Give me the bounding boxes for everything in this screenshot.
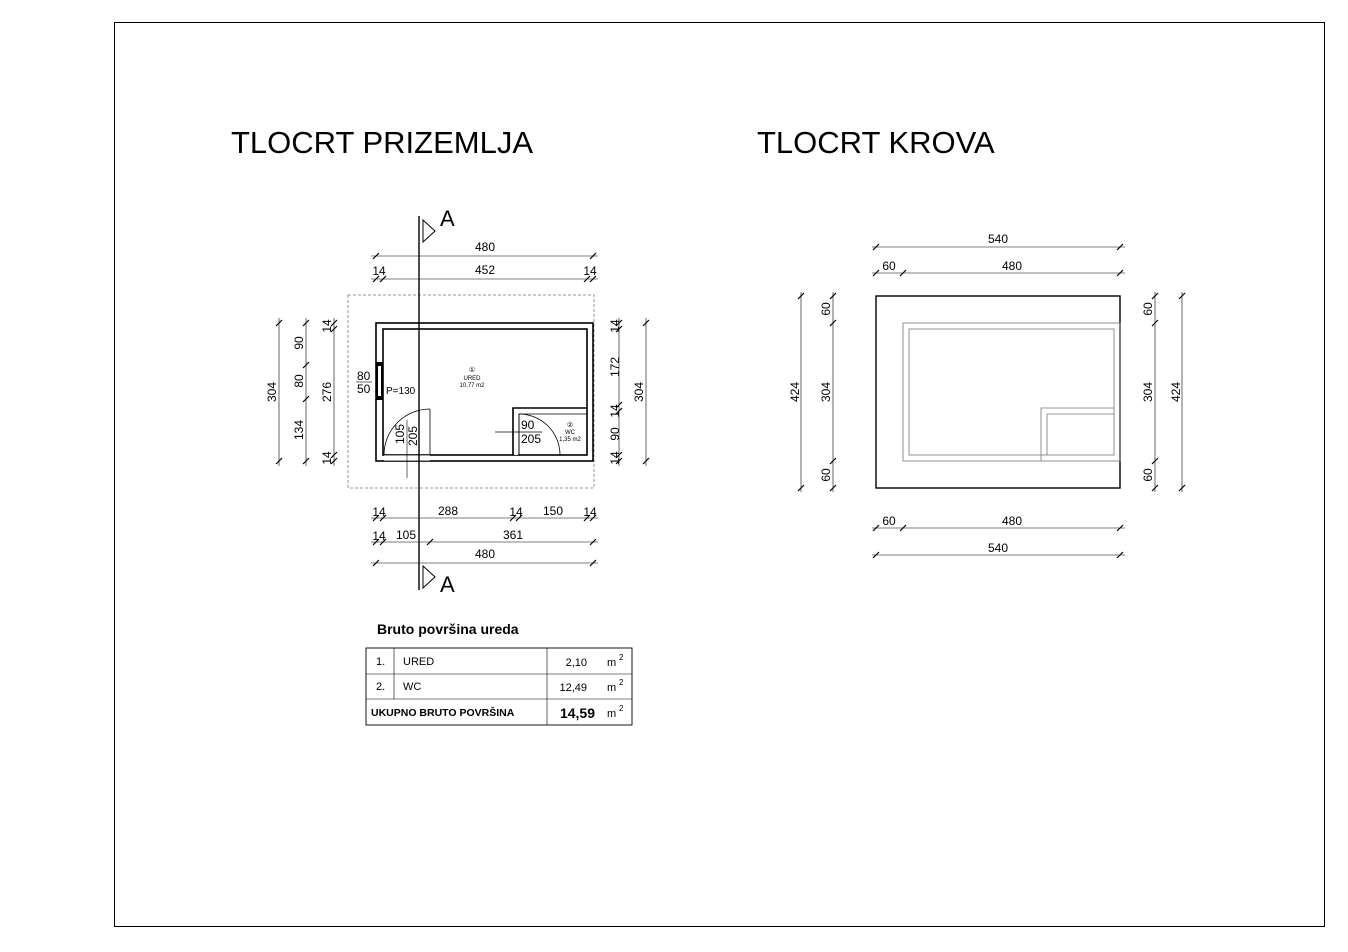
row1-unit-exp: 2 xyxy=(619,653,624,662)
roof-dim-top-inner: 480 xyxy=(1001,259,1023,273)
roof-dim-left-mid: 304 xyxy=(819,381,833,403)
wc-door-height: 205 xyxy=(521,432,542,446)
roof-plan xyxy=(788,232,1185,558)
dim-left-b: 80 xyxy=(292,374,306,388)
total-unit-exp: 2 xyxy=(619,704,624,713)
dim-b1-wall2: 14 xyxy=(509,505,523,519)
room1-name: URED xyxy=(463,376,481,382)
area-table xyxy=(366,621,632,725)
room2-name: WC xyxy=(565,430,575,436)
window-glass xyxy=(378,366,381,396)
roof-dim-left-bottom: 60 xyxy=(819,468,833,482)
dim-b2-b: 361 xyxy=(502,528,524,542)
dim-b1-a: 288 xyxy=(437,504,459,518)
dim-top-wall-left: 14 xyxy=(372,264,386,278)
dim-left-overall: 304 xyxy=(265,381,279,403)
ground-floor-plan xyxy=(265,206,649,597)
dim-right-wall1: 14 xyxy=(608,319,622,333)
dim-b2-wall1: 14 xyxy=(372,529,386,543)
row1-unit: m xyxy=(607,657,617,669)
room2-number: ② xyxy=(566,422,574,429)
window-sill: P=130 xyxy=(386,386,416,397)
roof-plan-title: TLOCRT KROVA xyxy=(757,125,995,160)
row2-value: 12,49 xyxy=(559,682,587,694)
dim-b1-wall3: 14 xyxy=(583,505,597,519)
room2-area: 1,35 m2 xyxy=(559,437,581,443)
dim-top-overall: 480 xyxy=(474,240,496,254)
row2-unit: m xyxy=(607,682,617,694)
dim-left-c: 134 xyxy=(292,419,306,441)
dim-b2-a: 105 xyxy=(395,528,417,542)
roof-wall-inner xyxy=(909,329,1114,455)
section-label-top: A xyxy=(440,206,455,231)
dim-right-overall: 304 xyxy=(632,381,646,403)
roof-dim-left-top: 60 xyxy=(819,302,833,316)
roof-dim-top-overhang: 60 xyxy=(882,259,896,273)
section-label-bottom: A xyxy=(440,572,455,597)
dim-b3-overall: 480 xyxy=(474,547,496,561)
roof-dim-bottom-overhang: 60 xyxy=(882,514,896,528)
roof-dim-bottom-overall: 540 xyxy=(987,541,1009,555)
area-table-title: Bruto površina ureda xyxy=(377,621,519,637)
roof-dim-right-mid: 304 xyxy=(1141,381,1155,403)
dim-top-wall-right: 14 xyxy=(583,264,597,278)
dim-right-a: 172 xyxy=(608,356,622,378)
dim-right-b: 90 xyxy=(608,427,622,441)
entry-door-width: 105 xyxy=(393,423,407,444)
section-arrow-bottom xyxy=(423,566,435,588)
total-value: 14,59 xyxy=(559,705,595,721)
dim-left-wall2: 14 xyxy=(320,451,334,465)
roof-wall-outer xyxy=(903,323,1120,461)
row2-name: WC xyxy=(403,681,422,693)
window-height: 50 xyxy=(357,382,371,396)
dim-left-inner: 276 xyxy=(320,381,334,403)
total-label: UKUPNO BRUTO POVRŠINA xyxy=(371,707,515,719)
roof-dim-left-overall: 424 xyxy=(788,381,802,403)
wc-door-width: 90 xyxy=(521,418,535,432)
dim-b1-wall1: 14 xyxy=(372,505,386,519)
roof-dim-right-top: 60 xyxy=(1141,302,1155,316)
ground-plan-title: TLOCRT PRIZEMLJA xyxy=(231,125,534,160)
window-width: 80 xyxy=(357,369,371,383)
roof-dim-right-overall: 424 xyxy=(1169,381,1183,403)
dim-left-wall1: 14 xyxy=(320,319,334,333)
entry-door-height: 205 xyxy=(406,425,420,446)
row1-name: URED xyxy=(403,656,435,668)
section-arrow-top xyxy=(423,220,435,242)
room1-number: ① xyxy=(468,367,476,374)
dim-top-inner: 452 xyxy=(474,263,496,277)
dim-b1-b: 150 xyxy=(542,504,564,518)
row2-unit-exp: 2 xyxy=(619,678,624,687)
row1-num: 1. xyxy=(376,656,386,668)
roof-dim-bottom-inner: 480 xyxy=(1001,514,1023,528)
roof-outline xyxy=(876,296,1120,488)
room1-area: 10,77 m2 xyxy=(459,383,485,389)
row1-value: 2,10 xyxy=(565,657,587,669)
total-unit: m xyxy=(607,708,617,720)
dim-left-a: 90 xyxy=(292,336,306,350)
dim-right-wall2: 14 xyxy=(608,404,622,418)
row2-num: 2. xyxy=(376,681,386,693)
roof-dim-top-overall: 540 xyxy=(987,232,1009,246)
roof-dim-right-bottom: 60 xyxy=(1141,468,1155,482)
dim-right-wall3: 14 xyxy=(608,451,622,465)
